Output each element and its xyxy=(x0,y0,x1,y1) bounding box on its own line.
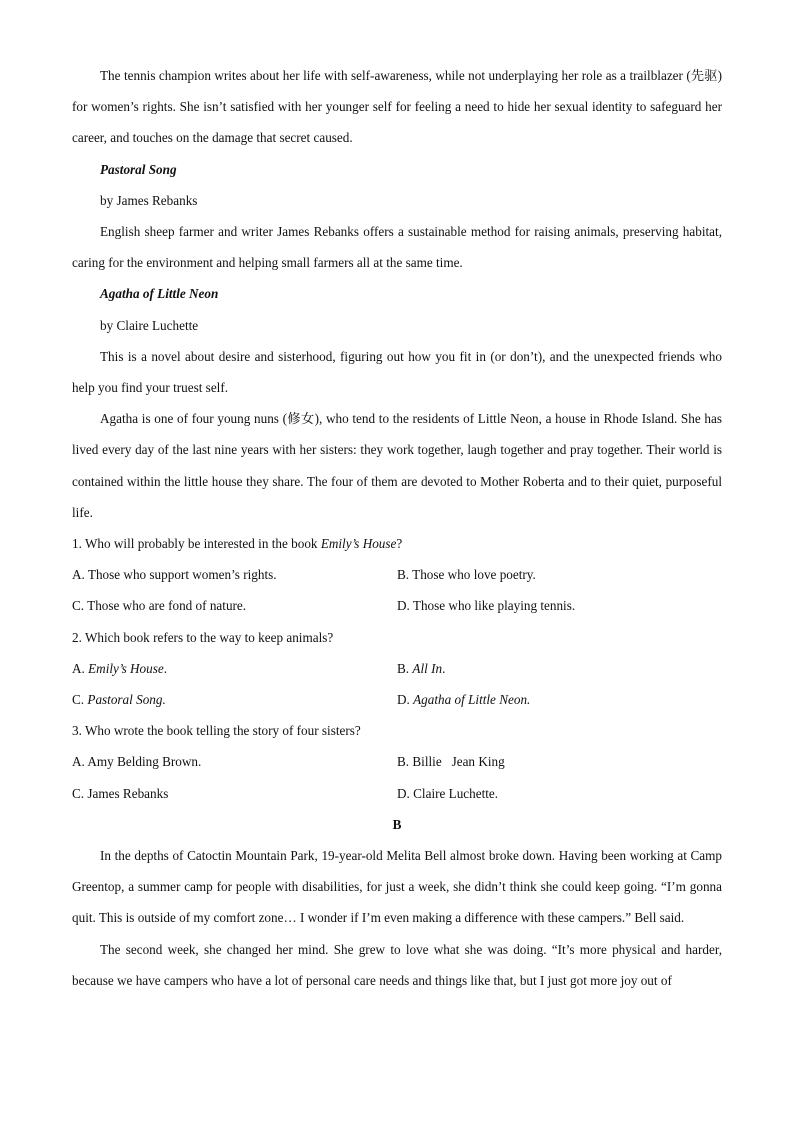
question-stem: 1. Who will probably be interested in the book xyxy=(72,536,321,552)
option-text: James Rebanks xyxy=(87,785,169,801)
option-letter: B. xyxy=(397,567,413,583)
option-b xyxy=(397,746,722,777)
options-row xyxy=(72,778,722,809)
option-letter: C. xyxy=(72,692,88,708)
passage-b-paragraph-2: The second week, she changed her mind. She grew to love what she was doing. “It’s more physical and harder, because we have campers who have a lot of personal care needs and things like that, but I just got more joy out of xyxy=(72,941,722,988)
book-title-pastoral-song: Pastoral Song xyxy=(100,161,177,177)
passage-b-paragraph-1: In the depths of Catoctin Mountain Park, 19-year-old Melita Bell almost broke down. Having been working at Camp Greentop, a summer camp for people with disabilities, for just a week, she didn’t think she could keep going. “I’m gonna quit. This is outside of my comfort zone… I wonder if I’m even making a difference with these campers.” Bell said. xyxy=(72,848,722,926)
option-text: Claire Luchette. xyxy=(413,785,499,801)
option-c xyxy=(72,684,397,715)
options-row xyxy=(72,590,722,621)
option-letter: A. xyxy=(72,660,89,676)
question-1 xyxy=(72,528,722,559)
book-author-pastoral-song: by James Rebanks xyxy=(100,192,198,208)
option-text: Agatha of Little Neon. xyxy=(413,692,531,708)
book-review-agatha-2: Agatha is one of four young nuns (修女), who tend to the residents of Little Neon, a house in Rhode Island. She has lived every day of the last nine years with her sisters: they work together, laugh together and pray together. Their world is contained within the little house they share. The four of them are devoted to Mother Roberta and to their quiet, purposeful life. xyxy=(72,411,722,520)
question-stem-italic: Emily’s House xyxy=(320,536,397,552)
question-stem: 3. Who wrote the book telling the story of four sisters? xyxy=(72,723,361,739)
question-stem-end: ? xyxy=(396,536,403,552)
option-text: Those who like playing tennis. xyxy=(412,598,576,614)
option-letter: C. xyxy=(72,598,88,614)
option-a xyxy=(72,559,397,590)
option-d xyxy=(397,778,722,809)
option-d xyxy=(397,590,722,621)
option-text: Emily’s House xyxy=(88,660,164,676)
option-a xyxy=(72,653,397,684)
option-b xyxy=(397,653,722,684)
option-letter: C. xyxy=(72,785,88,801)
book-review-agatha-1: This is a novel about desire and sisterhood, figuring out how you fit in (or don’t), and the unexpected friends who help you find your truest self. xyxy=(72,348,722,396)
option-letter: B. xyxy=(397,754,413,770)
option-text: Those who support women’s rights. xyxy=(87,567,277,583)
option-b xyxy=(397,559,722,590)
option-letter: B. xyxy=(397,660,413,676)
option-a xyxy=(72,746,397,777)
option-text: All In xyxy=(412,660,443,676)
option-c xyxy=(72,590,397,621)
option-d xyxy=(397,684,722,715)
question-stem: 2. Which book refers to the way to keep animals? xyxy=(72,629,334,645)
question-3 xyxy=(72,715,722,746)
option-letter: D. xyxy=(397,692,414,708)
option-letter: A. xyxy=(72,567,88,583)
option-letter: A. xyxy=(72,754,88,770)
question-2 xyxy=(72,622,722,653)
option-text: Pastoral Song. xyxy=(87,692,166,708)
options-row xyxy=(72,559,722,590)
options-row xyxy=(72,684,722,715)
option-letter: D. xyxy=(397,598,413,614)
book-author-agatha: by Claire Luchette xyxy=(100,317,199,333)
billie-review-paragraph: The tennis champion writes about her life with self-awareness, while not underplaying her role as a trailblazer (先驱) for women’s rights. She isn’t satisfied with her younger self for feeling a need to hide her sexual identity to safeguard her career, and touches on the damage that secret caused. xyxy=(72,68,722,146)
option-suffix: . xyxy=(163,660,167,676)
option-text: Billie Jean King xyxy=(412,754,505,770)
options-row xyxy=(72,653,722,684)
option-text: Amy Belding Brown. xyxy=(87,754,202,770)
book-review-pastoral-song: English sheep farmer and writer James Rebanks offers a sustainable method for raising animals, preserving habitat, caring for the environment and helping small farmers all at the same time. xyxy=(72,224,722,271)
section-heading-b: B xyxy=(392,816,402,832)
option-suffix: . xyxy=(442,660,446,676)
option-letter: D. xyxy=(397,785,414,801)
option-text: Those who are fond of nature. xyxy=(87,598,247,614)
option-text: Those who love poetry. xyxy=(412,567,536,583)
options-row xyxy=(72,746,722,777)
option-c xyxy=(72,778,397,809)
book-title-agatha: Agatha of Little Neon xyxy=(100,286,219,302)
